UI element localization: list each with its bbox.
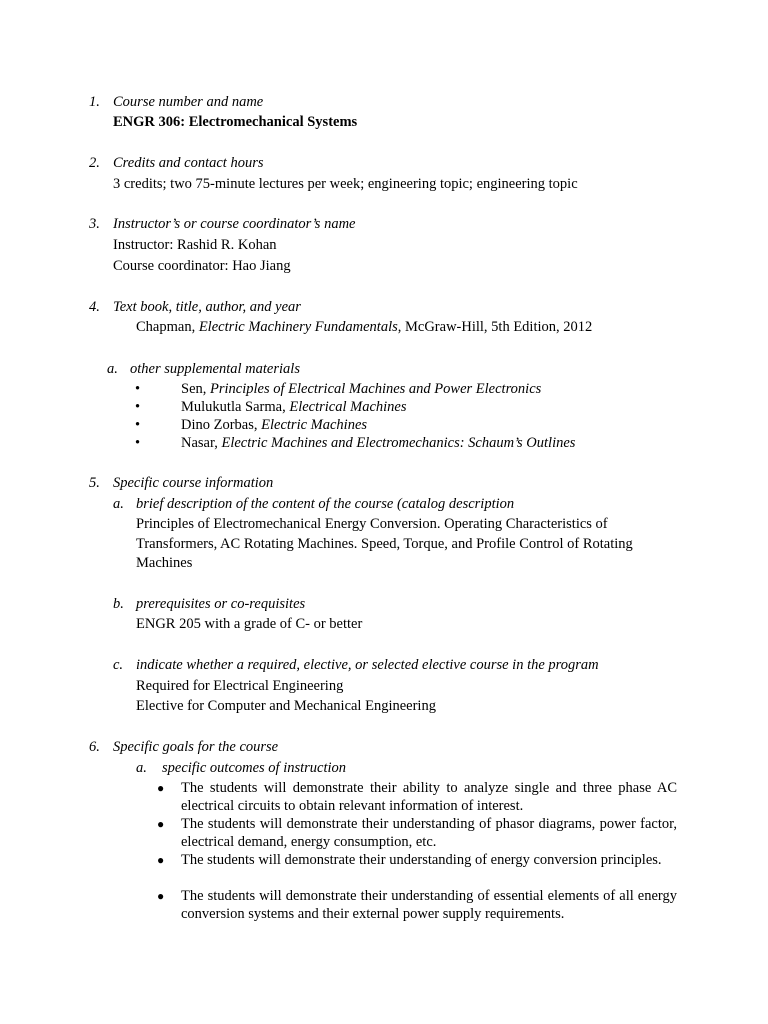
bullet-icon: • bbox=[135, 399, 141, 415]
catalog-description: Principles of Electromechanical Energy Conversion. Operating Characteristics of Transformers, AC Rotating Machines. Speed, Torque, and Profile Control of Rotating Machines bbox=[136, 516, 633, 571]
section-5-number: 5. bbox=[89, 475, 100, 491]
section-3-label: Instructor’s or course coordinator’s name bbox=[113, 216, 356, 232]
list-item: The students will demonstrate their understanding of essential elements of all energy conversion systems and their external power supply requirements. bbox=[181, 888, 677, 922]
textbook-author: Chapman, bbox=[136, 319, 199, 335]
bullet-icon: ● bbox=[157, 817, 165, 831]
list-item: The students will demonstrate their understanding of energy conversion principles. bbox=[181, 852, 662, 868]
section-2-label: Credits and contact hours bbox=[113, 155, 264, 171]
coordinator-name: Course coordinator: Hao Jiang bbox=[113, 258, 291, 274]
required-for: Required for Electrical Engineering bbox=[136, 678, 344, 694]
bullet-icon: • bbox=[135, 417, 141, 433]
section-1-label: Course number and name bbox=[113, 94, 264, 110]
section-6a-number: a. bbox=[136, 760, 147, 776]
section-5-label: Specific course information bbox=[113, 475, 274, 491]
section-5b-number: b. bbox=[113, 596, 124, 612]
section-3-number: 3. bbox=[89, 216, 100, 232]
section-4a-label: other supplemental materials bbox=[130, 361, 300, 377]
list-item: The students will demonstrate their understanding of phasor diagrams, power factor, electrical demand, energy consumption, etc. bbox=[181, 816, 677, 850]
section-5b-label: prerequisites or co-requisites bbox=[136, 596, 306, 612]
section-4-number: 4. bbox=[89, 299, 100, 315]
list-item: Mulukutla Sarma, Electrical Machines bbox=[181, 399, 407, 415]
list-item: Nasar, Electric Machines and Electromechanics: Schaum’s Outlines bbox=[181, 435, 576, 451]
textbook-citation bbox=[136, 318, 592, 336]
course-number-name: ENGR 306: Electromechanical Systems bbox=[113, 114, 358, 130]
section-6-label: Specific goals for the course bbox=[113, 739, 279, 755]
bullet-icon: • bbox=[135, 381, 141, 397]
section-1-number: 1. bbox=[89, 94, 100, 110]
elective-for: Elective for Computer and Mechanical Engineering bbox=[136, 698, 436, 714]
section-5a-number: a. bbox=[113, 496, 124, 512]
bullet-icon: ● bbox=[157, 853, 165, 867]
credits-value: 3 credits; two 75-minute lectures per week; engineering topic; engineering topic bbox=[113, 176, 578, 192]
bullet-icon: • bbox=[135, 435, 141, 451]
bullet-icon: ● bbox=[157, 889, 165, 903]
list-item: The students will demonstrate their ability to analyze single and three phase AC electrical circuits to obtain relevant information of interest. bbox=[181, 780, 677, 814]
section-5c-number: c. bbox=[113, 657, 124, 673]
list-item: Sen, Principles of Electrical Machines and Power Electronics bbox=[181, 381, 542, 397]
bullet-icon: ● bbox=[157, 781, 165, 795]
section-6a-label: specific outcomes of instruction bbox=[162, 760, 347, 776]
textbook-title: Electric Machinery Fundamentals bbox=[198, 319, 398, 335]
section-5a-label: brief description of the content of the course (catalog description bbox=[136, 496, 515, 512]
section-6-number: 6. bbox=[89, 739, 100, 755]
section-5c-label: indicate whether a required, elective, or selected elective course in the program bbox=[136, 657, 599, 673]
section-2-number: 2. bbox=[89, 155, 100, 171]
section-4-label: Text book, title, author, and year bbox=[113, 299, 301, 315]
instructor-name: Instructor: Rashid R. Kohan bbox=[113, 237, 277, 253]
section-4a-number: a. bbox=[107, 361, 118, 377]
prerequisites-value: ENGR 205 with a grade of C- or better bbox=[136, 616, 363, 632]
list-item: Dino Zorbas, Electric Machines bbox=[181, 417, 368, 433]
textbook-publisher: , McGraw-Hill, 5th Edition, 2012 bbox=[397, 319, 593, 335]
